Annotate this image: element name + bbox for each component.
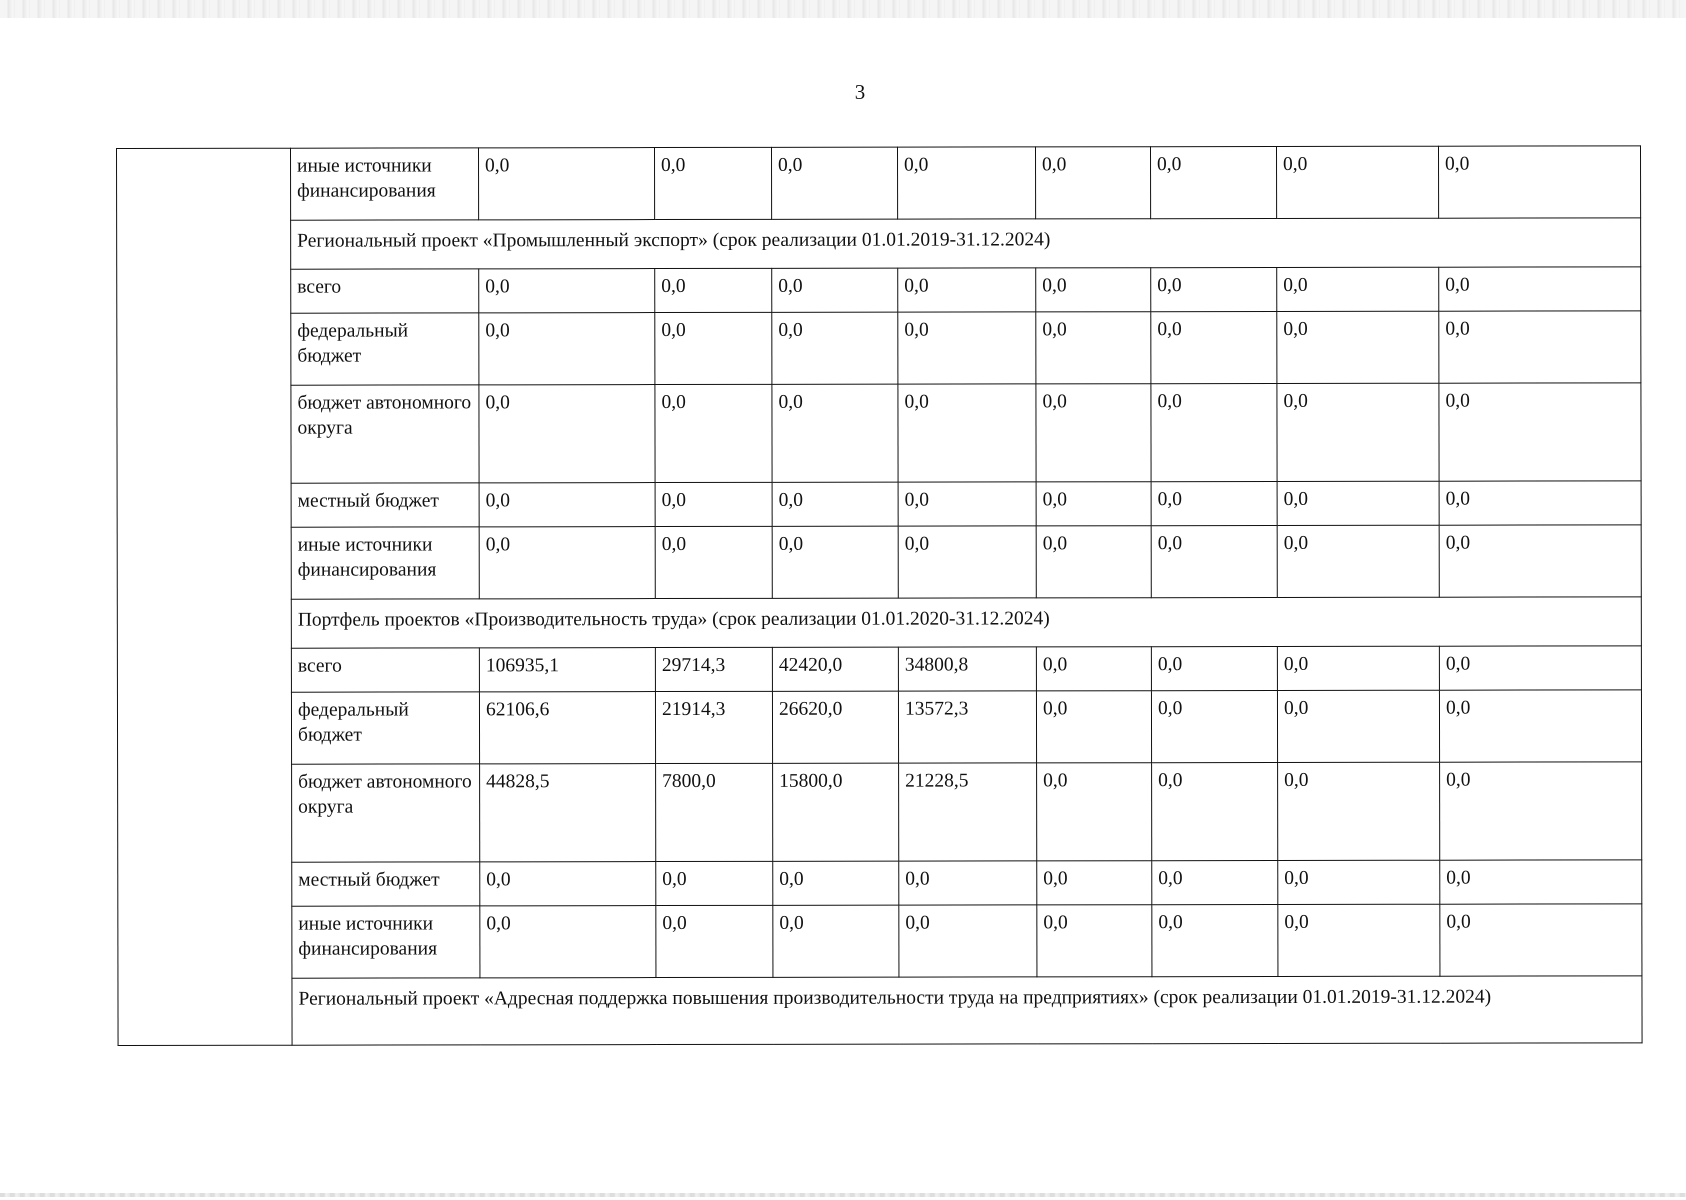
value-cell: 0,0 <box>1152 762 1278 860</box>
table-row <box>117 481 1641 528</box>
value-cell: 0,0 <box>479 313 655 385</box>
value-cell: 0,0 <box>480 862 656 906</box>
value-cell: 0,0 <box>898 384 1036 482</box>
value-cell: 0,0 <box>479 148 655 220</box>
value-cell: 0,0 <box>1035 147 1150 219</box>
row-label: федеральный бюджет <box>291 313 479 385</box>
value-cell: 34800,8 <box>898 647 1036 691</box>
value-cell: 29714,3 <box>655 647 772 691</box>
table-row <box>117 383 1641 484</box>
value-cell: 0,0 <box>772 312 898 384</box>
table-row <box>117 267 1641 314</box>
value-cell: 0,0 <box>1277 267 1439 311</box>
value-cell: 0,0 <box>1439 267 1641 311</box>
section-row <box>117 218 1641 270</box>
value-cell: 0,0 <box>1440 762 1642 860</box>
section-title: Портфель проектов «Производительность труда» (срок реализации 01.01.2020-31.12.2024) <box>291 597 1641 648</box>
table-row <box>118 762 1642 863</box>
value-cell: 0,0 <box>1151 311 1277 383</box>
value-cell: 0,0 <box>1277 646 1439 690</box>
value-cell: 0,0 <box>1151 383 1277 481</box>
value-cell: 62106,6 <box>479 692 655 764</box>
value-cell: 0,0 <box>772 384 898 482</box>
row-label: местный бюджет <box>292 862 480 906</box>
value-cell: 0,0 <box>656 905 773 977</box>
value-cell: 0,0 <box>480 906 656 978</box>
value-cell: 0,0 <box>773 861 899 905</box>
value-cell: 44828,5 <box>480 764 656 862</box>
value-cell: 0,0 <box>1036 384 1151 482</box>
table-row <box>118 904 1642 979</box>
value-cell: 0,0 <box>1036 482 1151 526</box>
value-cell: 0,0 <box>1439 481 1641 525</box>
table-row <box>117 311 1641 386</box>
value-cell: 0,0 <box>655 482 772 526</box>
scan-edge-top <box>0 0 1686 18</box>
value-cell: 0,0 <box>1439 525 1641 597</box>
row-label: бюджет автономного округа <box>291 385 479 483</box>
value-cell: 15800,0 <box>773 763 899 861</box>
value-cell: 0,0 <box>1438 146 1640 218</box>
value-cell: 0,0 <box>1036 691 1151 763</box>
value-cell: 0,0 <box>1439 690 1641 762</box>
row-label: иные источники финансирования <box>292 906 480 978</box>
value-cell: 42420,0 <box>772 647 898 691</box>
value-cell: 0,0 <box>1037 861 1152 905</box>
row-label: всего <box>291 648 479 692</box>
value-cell: 26620,0 <box>772 691 898 763</box>
table-row <box>118 860 1642 907</box>
section-title: Региональный проект «Промышленный экспорт» (срок реализации 01.01.2019-31.12.2024) <box>291 218 1641 269</box>
page-number: 3 <box>854 80 866 104</box>
value-cell: 0,0 <box>479 385 655 483</box>
row-label: бюджет автономного округа <box>292 764 480 862</box>
blank-first-column <box>117 148 293 1045</box>
table-row <box>117 525 1641 600</box>
value-cell: 0,0 <box>655 147 772 219</box>
row-label: местный бюджет <box>291 483 479 527</box>
funding-table <box>116 145 1643 1046</box>
value-cell: 0,0 <box>1152 904 1278 976</box>
value-cell: 0,0 <box>1152 860 1278 904</box>
row-label: всего <box>291 269 479 313</box>
value-cell: 0,0 <box>1277 311 1439 383</box>
value-cell: 0,0 <box>899 861 1037 905</box>
value-cell: 0,0 <box>1151 481 1277 525</box>
value-cell: 0,0 <box>899 905 1037 977</box>
value-cell: 0,0 <box>1277 690 1439 762</box>
row-label: иные источники финансирования <box>291 148 479 220</box>
value-cell: 0,0 <box>1278 860 1440 904</box>
value-cell: 0,0 <box>898 312 1036 384</box>
value-cell: 0,0 <box>898 526 1036 598</box>
value-cell: 0,0 <box>1151 690 1277 762</box>
value-cell: 0,0 <box>1151 646 1277 690</box>
value-cell: 0,0 <box>897 147 1035 219</box>
value-cell: 0,0 <box>655 312 772 384</box>
value-cell: 0,0 <box>1037 905 1152 977</box>
value-cell: 0,0 <box>1439 646 1641 690</box>
section-row <box>118 976 1642 1046</box>
table-row <box>117 646 1641 693</box>
section-title: Региональный проект «Адресная поддержка повышения производительности труда на предприятиях» (срок реализации 01.01.2019-31.12.2024) <box>292 976 1642 1045</box>
value-cell: 0,0 <box>655 526 772 598</box>
value-cell: 0,0 <box>1439 311 1641 383</box>
value-cell: 0,0 <box>479 483 655 527</box>
value-cell: 0,0 <box>1276 146 1438 218</box>
value-cell: 13572,3 <box>898 691 1036 763</box>
value-cell: 0,0 <box>772 526 898 598</box>
value-cell: 0,0 <box>1439 383 1641 481</box>
value-cell: 0,0 <box>655 268 772 312</box>
value-cell: 0,0 <box>1150 146 1276 218</box>
table-row <box>117 146 1641 221</box>
value-cell: 0,0 <box>1037 763 1152 861</box>
value-cell: 0,0 <box>1277 481 1439 525</box>
value-cell: 0,0 <box>1151 525 1277 597</box>
value-cell: 0,0 <box>898 482 1036 526</box>
value-cell: 0,0 <box>772 268 898 312</box>
value-cell: 0,0 <box>1440 860 1642 904</box>
value-cell: 7800,0 <box>656 763 773 861</box>
row-label: федеральный бюджет <box>291 692 479 764</box>
value-cell: 0,0 <box>1277 525 1439 597</box>
value-cell: 0,0 <box>898 268 1036 312</box>
value-cell: 0,0 <box>772 482 898 526</box>
row-label: иные источники финансирования <box>291 527 479 599</box>
scan-edge-bottom <box>0 1193 1686 1197</box>
value-cell: 0,0 <box>1036 312 1151 384</box>
value-cell: 0,0 <box>1036 268 1151 312</box>
value-cell: 21228,5 <box>899 763 1037 861</box>
section-row <box>117 597 1641 649</box>
value-cell: 0,0 <box>1036 647 1151 691</box>
value-cell: 0,0 <box>1036 526 1151 598</box>
value-cell: 0,0 <box>771 147 897 219</box>
table-row <box>117 690 1641 765</box>
value-cell: 0,0 <box>656 861 773 905</box>
value-cell: 0,0 <box>655 384 772 482</box>
value-cell: 0,0 <box>1278 762 1440 860</box>
value-cell: 0,0 <box>479 527 655 599</box>
value-cell: 0,0 <box>1440 904 1642 976</box>
value-cell: 106935,1 <box>479 648 655 692</box>
value-cell: 0,0 <box>773 905 899 977</box>
value-cell: 21914,3 <box>655 691 772 763</box>
value-cell: 0,0 <box>1278 904 1440 976</box>
value-cell: 0,0 <box>1277 383 1439 481</box>
value-cell: 0,0 <box>1151 267 1277 311</box>
value-cell: 0,0 <box>479 269 655 313</box>
